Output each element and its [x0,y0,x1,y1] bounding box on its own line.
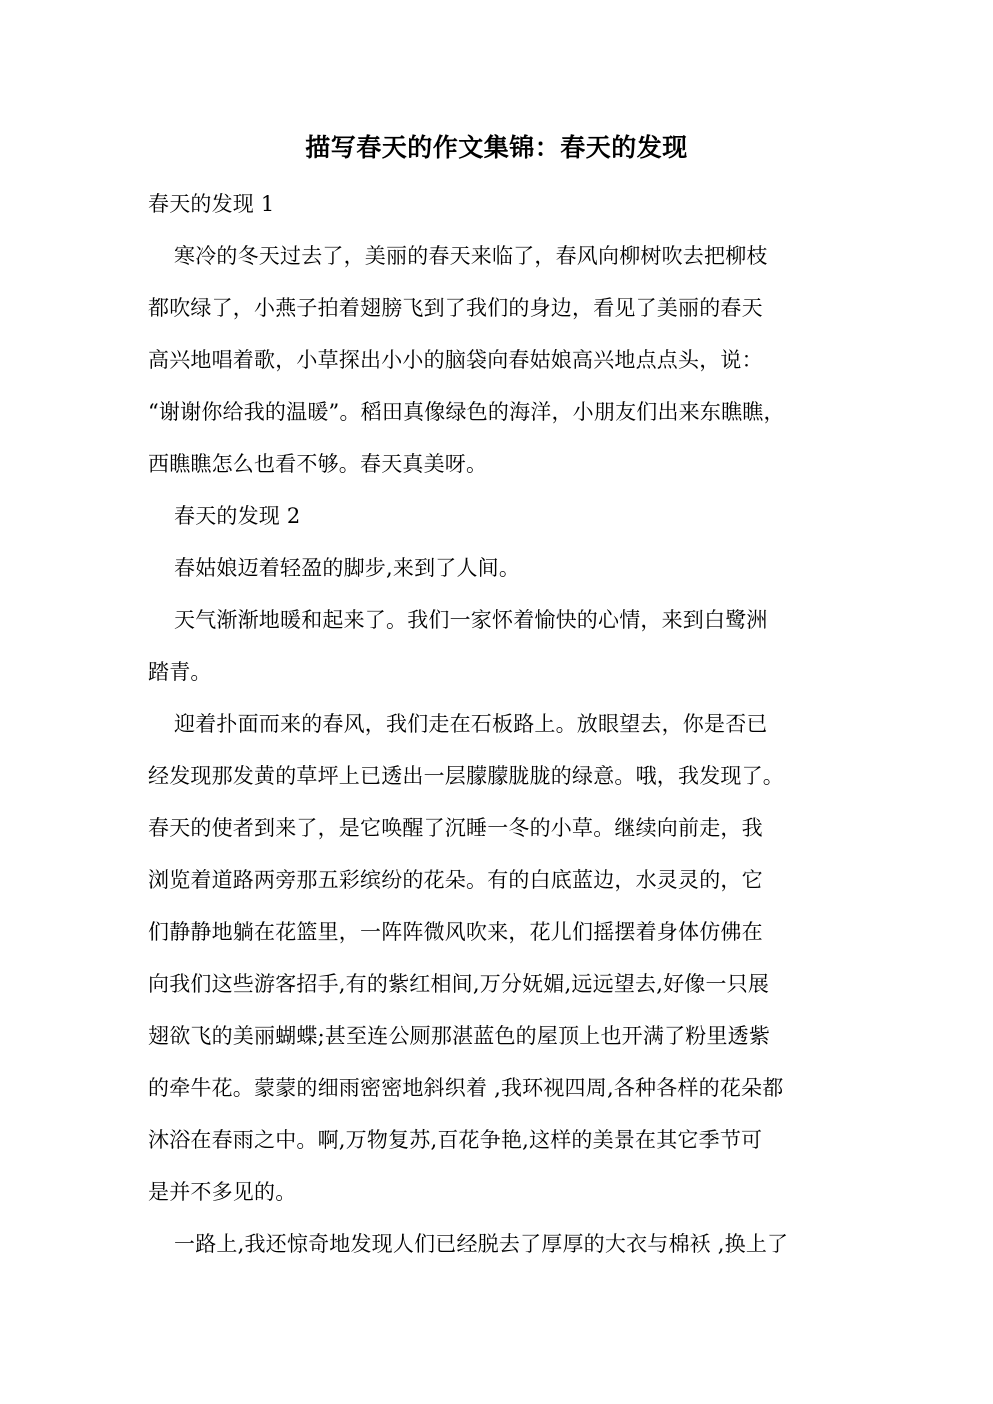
paragraph-line: “谢谢你给我的温暖”。稻田真像绿色的海洋，小朋友们出来东瞧瞧， [148,400,785,424]
paragraph-line: 高兴地唱着歌，小草探出小小的脑袋向春姑娘高兴地点点头，说： [148,348,763,372]
paragraph-line: 们静静地躺在花篮里，一阵阵微风吹来，花儿们摇摆着身体仿佛在 [148,920,763,944]
paragraph-line: 经发现那发黄的草坪上已透出一层朦朦胧胧的绿意。哦，我发现了。 [148,764,784,788]
paragraph-line: 浏览着道路两旁那五彩缤纷的花朵。有的白底蓝边，水灵灵的，它 [148,868,763,892]
paragraph-line: 天气渐渐地暖和起来了。我们一家怀着愉快的心情，来到白鹭洲 [174,608,768,632]
paragraph-line: 一路上,我还惊奇地发现人们已经脱去了厚厚的大衣与棉袄 ,换上了 [174,1232,789,1256]
paragraph-line: 的牵牛花。蒙蒙的细雨密密地斜织着 ,我环视四周,各种各样的花朵都 [148,1076,784,1100]
paragraph-line: 翅欲飞的美丽蝴蝶;甚至连公厕那湛蓝色的屋顶上也开满了粉里透紫 [148,1024,771,1048]
document-title: 描写春天的作文集锦：春天的发现 [305,133,688,162]
section-heading: 春天的发现 2 [174,504,301,528]
paragraph-line: 春天的使者到来了，是它唤醒了沉睡一冬的小草。继续向前走，我 [148,816,763,840]
paragraph-line: 寒冷的冬天过去了，美丽的春天来临了，春风向柳树吹去把柳枝 [174,244,768,268]
paragraph-line: 迎着扑面而来的春风，我们走在石板路上。放眼望去，你是否已 [174,712,768,736]
paragraph-line: 沐浴在春雨之中。啊,万物复苏,百花争艳,这样的美景在其它季节可 [148,1128,763,1152]
paragraph-line: 西瞧瞧怎么也看不够。春天真美呀。 [148,452,488,476]
paragraph-line: 是并不多见的。 [148,1180,297,1204]
paragraph-line: 都吹绿了，小燕子拍着翅膀飞到了我们的身边，看见了美丽的春天 [148,296,763,320]
paragraph-line: 向我们这些游客招手,有的紫红相间,万分妩媚,远远望去,好像一只展 [148,972,770,996]
paragraph-line: 踏青。 [148,660,212,684]
section-heading: 春天的发现 1 [148,192,275,216]
paragraph-line: 春姑娘迈着轻盈的脚步,来到了人间。 [174,556,521,580]
